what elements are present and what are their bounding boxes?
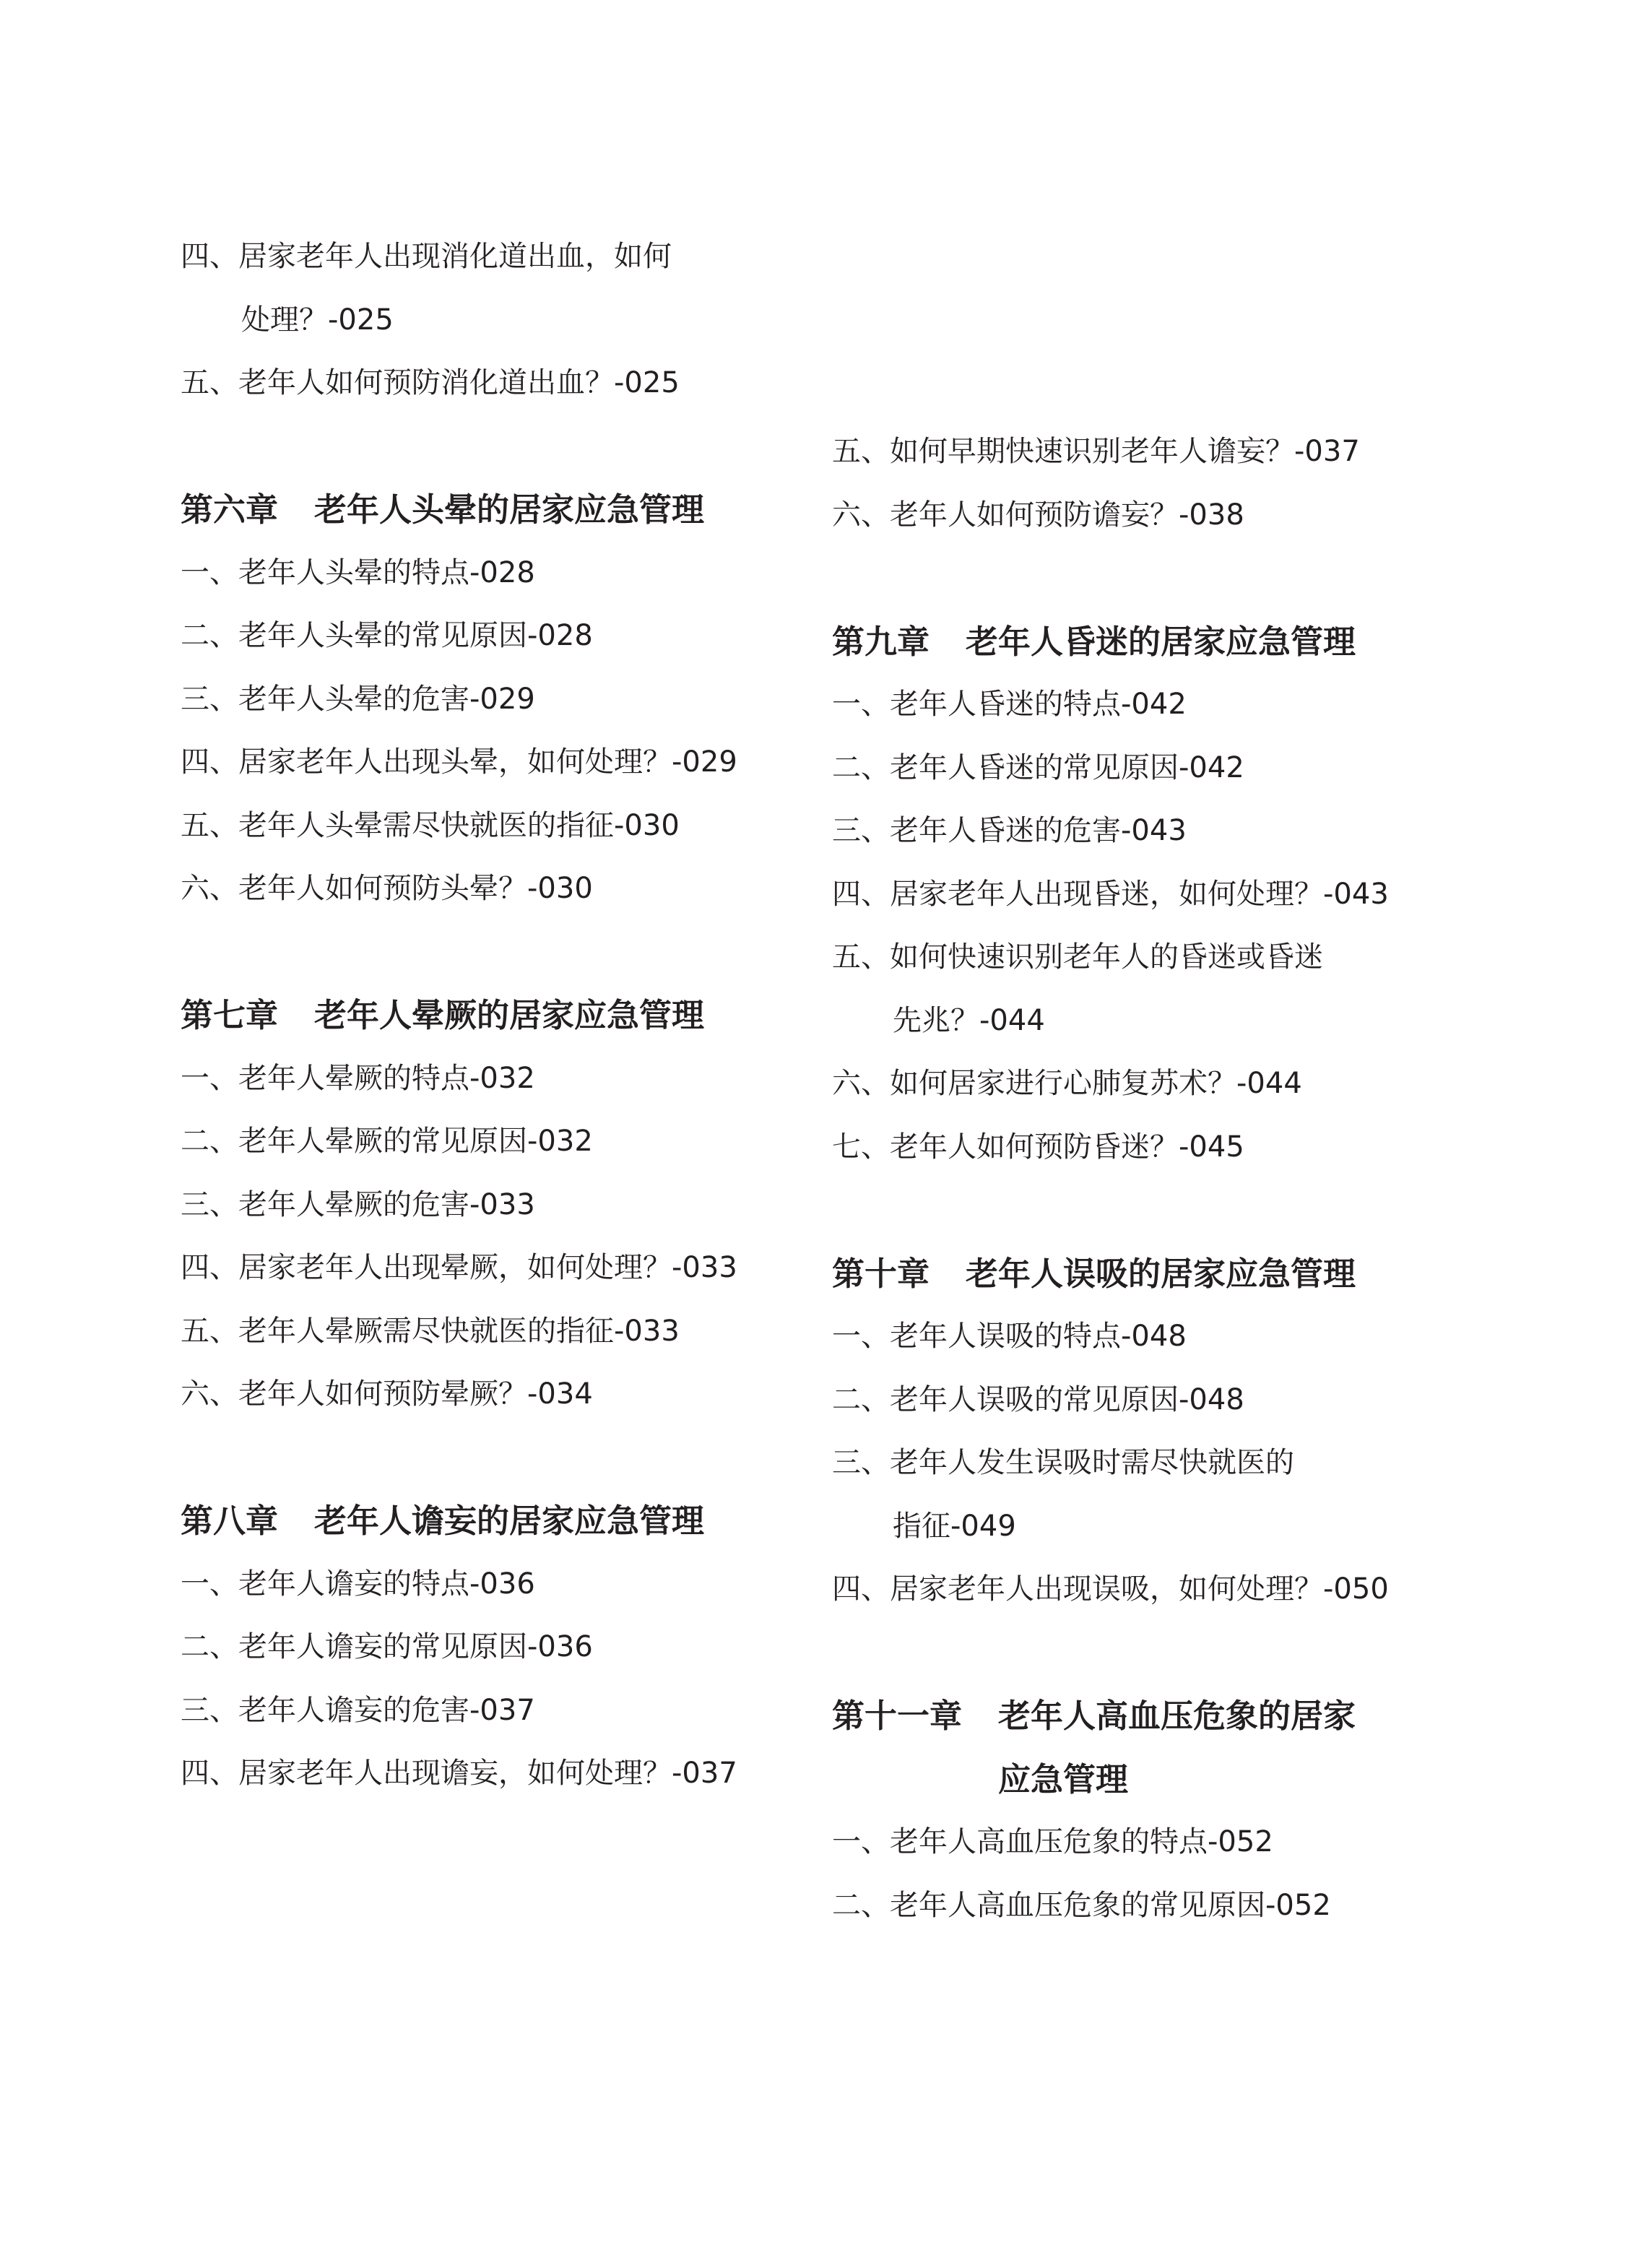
toc-entry[interactable]: 五、老年人如何预防消化道出血？-025: [181, 366, 680, 399]
chapter-number: 第六章: [181, 490, 279, 529]
chapter-title-continuation: 应急管理: [998, 1760, 1129, 1799]
chapter-title: 老年人误吸的居家应急管理: [966, 1254, 1356, 1293]
toc-entry[interactable]: 四、居家老年人出现晕厥，如何处理？-033: [181, 1251, 737, 1284]
chapter-heading[interactable]: [181, 984, 867, 1047]
chapter-number: 第十一章: [832, 1697, 963, 1735]
toc-entry[interactable]: 二、老年人昏迷的常见原因-042: [832, 750, 1244, 784]
chapter-title: 老年人晕厥的居家应急管理: [314, 996, 705, 1034]
toc-entry[interactable]: 四、居家老年人出现谵妄，如何处理？-037: [181, 1757, 737, 1790]
right-column: [832, 420, 1518, 1937]
chapter-title: 老年人高血压危象的居家: [998, 1697, 1356, 1735]
toc-entry[interactable]: 一、老年人误吸的特点-048: [832, 1320, 1187, 1353]
toc-entry[interactable]: 六、老年人如何预防晕厥？-034: [181, 1377, 593, 1411]
toc-entry[interactable]: 五、老年人头晕需尽快就医的指征-030: [181, 808, 680, 842]
toc-entry[interactable]: 六、老年人如何预防头晕？-030: [181, 872, 593, 905]
toc-entry[interactable]: 四、居家老年人出现昏迷，如何处理？-043: [832, 877, 1389, 911]
toc-entry-line: 五、如何快速识别老年人的昏迷或昏迷: [832, 940, 1323, 974]
toc-entry[interactable]: 六、如何居家进行心肺复苏术？-044: [832, 1067, 1302, 1100]
section-gap: [832, 1179, 1518, 1242]
chapter-number: 第九章: [832, 622, 930, 661]
section-gap: [181, 1427, 867, 1490]
toc-entry[interactable]: 四、居家老年人出现头晕，如何处理？-029: [181, 745, 737, 779]
chapter-number: 第十章: [832, 1254, 930, 1293]
toc-entry-continuation: 处理？-025: [241, 303, 394, 337]
chapter-title: 老年人头晕的居家应急管理: [314, 490, 705, 529]
toc-entry[interactable]: 二、老年人头晕的常见原因-028: [181, 619, 593, 652]
chapter-heading[interactable]: [181, 478, 867, 542]
left-column: [181, 225, 867, 1806]
section-gap: [832, 547, 1518, 610]
toc-entry-line: 四、居家老年人出现消化道出血，如何: [181, 240, 672, 273]
toc-entry[interactable]: 一、老年人昏迷的特点-042: [832, 688, 1187, 721]
toc-entry[interactable]: [181, 225, 867, 352]
toc-entry[interactable]: 六、老年人如何预防谵妄？-038: [832, 498, 1244, 532]
chapter-number: 第七章: [181, 996, 279, 1034]
toc-entry[interactable]: 五、老年人晕厥需尽快就医的指征-033: [181, 1314, 680, 1348]
chapter-number: 第八章: [181, 1502, 279, 1540]
chapter-heading[interactable]: [181, 1489, 867, 1553]
toc-entry[interactable]: 一、老年人晕厥的特点-032: [181, 1061, 535, 1095]
chapter-heading[interactable]: [832, 1242, 1518, 1306]
toc-entry[interactable]: 二、老年人高血压危象的常见原因-052: [832, 1888, 1331, 1922]
chapter-heading[interactable]: [832, 610, 1518, 674]
toc-entry[interactable]: 一、老年人高血压危象的特点-052: [832, 1825, 1273, 1858]
toc-entry[interactable]: 二、老年人晕厥的常见原因-032: [181, 1125, 593, 1158]
toc-entry[interactable]: 七、老年人如何预防昏迷？-045: [832, 1130, 1244, 1164]
toc-entry[interactable]: [832, 1432, 1518, 1558]
toc-entry[interactable]: 一、老年人谵妄的特点-036: [181, 1567, 535, 1601]
toc-entry-continuation: 先兆？-044: [893, 1003, 1045, 1037]
toc-entry[interactable]: 二、老年人误吸的常见原因-048: [832, 1382, 1244, 1416]
toc-entry[interactable]: 三、老年人头晕的危害-029: [181, 682, 535, 716]
toc-entry-continuation: 指征-049: [893, 1509, 1016, 1543]
toc-entry[interactable]: 三、老年人昏迷的危害-043: [832, 814, 1187, 847]
section-gap: [181, 921, 867, 984]
toc-entry[interactable]: 三、老年人谵妄的危害-037: [181, 1693, 535, 1727]
toc-entry[interactable]: 二、老年人谵妄的常见原因-036: [181, 1630, 593, 1663]
section-gap: [832, 1622, 1518, 1685]
toc-entry[interactable]: 一、老年人头晕的特点-028: [181, 555, 535, 589]
chapter-title: 老年人昏迷的居家应急管理: [966, 622, 1356, 661]
chapter-heading[interactable]: [832, 1684, 1518, 1811]
section-gap: [181, 415, 867, 479]
chapter-title: 老年人谵妄的居家应急管理: [314, 1502, 705, 1540]
toc-entry[interactable]: 五、如何早期快速识别老年人谵妄？-037: [832, 435, 1360, 468]
toc-entry-line: 三、老年人发生误吸时需尽快就医的: [832, 1446, 1294, 1479]
toc-entry[interactable]: [832, 926, 1518, 1052]
toc-entry[interactable]: 四、居家老年人出现误吸，如何处理？-050: [832, 1572, 1389, 1606]
toc-entry[interactable]: 三、老年人晕厥的危害-033: [181, 1187, 535, 1221]
